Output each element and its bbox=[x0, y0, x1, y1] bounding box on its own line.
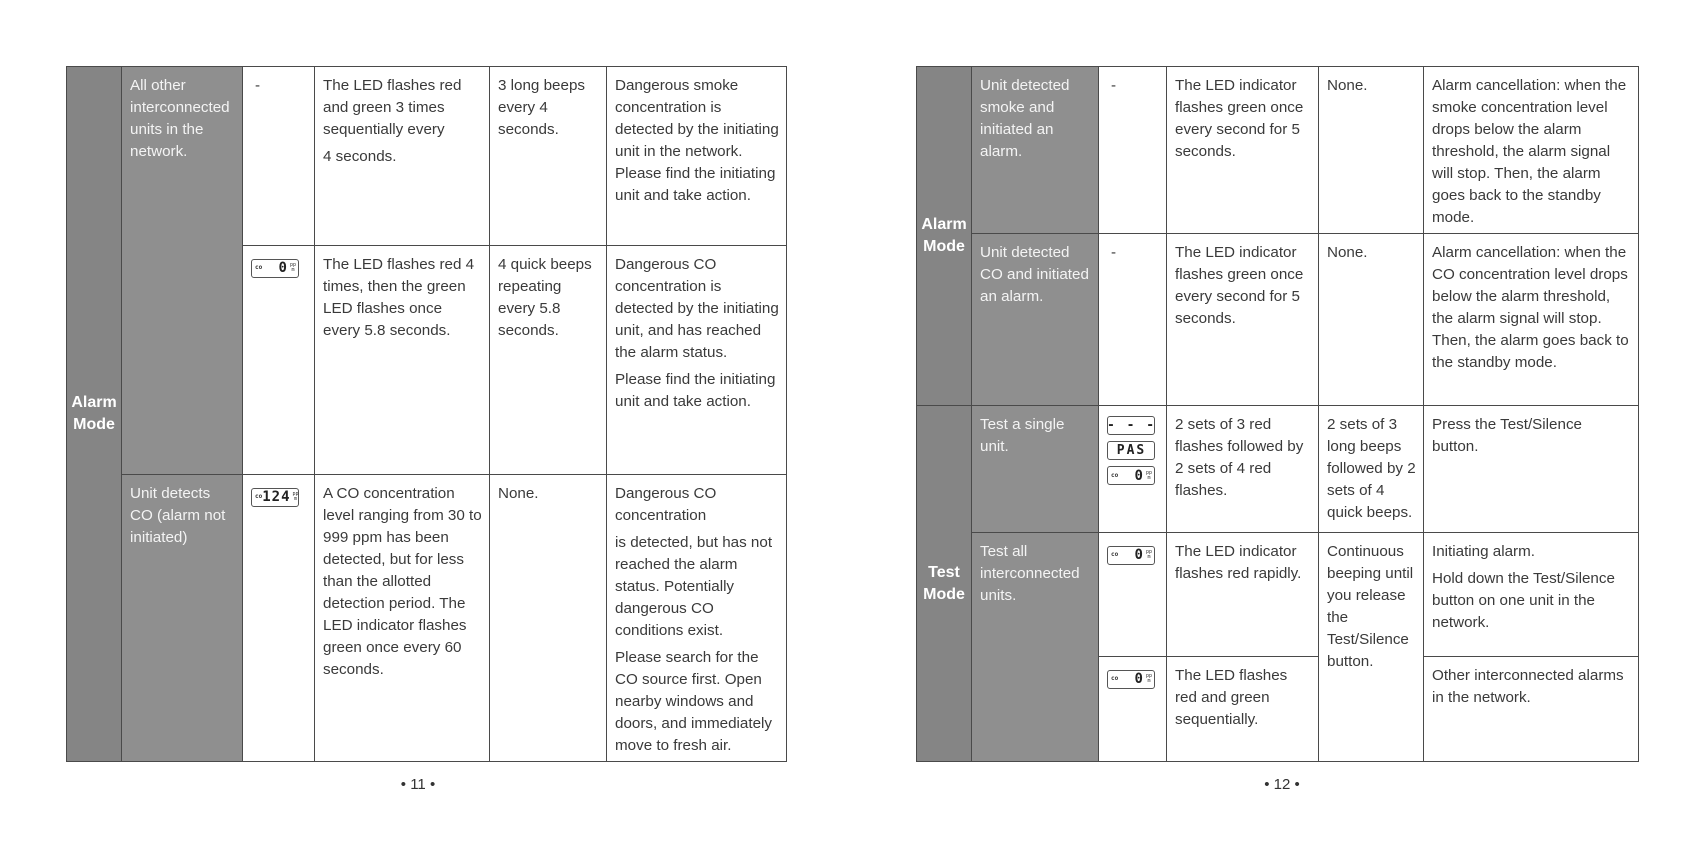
display-cell bbox=[1099, 67, 1167, 234]
led-cell: The LED indicator flashes green once every second for 5 seconds. bbox=[1167, 67, 1319, 234]
display-dash: - bbox=[1111, 77, 1117, 94]
led-cell: The LED flashes red 4 times, then the green LED flashes once every 5.8 seconds. bbox=[315, 246, 490, 475]
display-cell bbox=[1099, 657, 1167, 762]
table-row bbox=[917, 67, 1639, 234]
condition-cell: Test all interconnected units. bbox=[972, 533, 1099, 762]
ppm-unit: pp m bbox=[1145, 469, 1152, 481]
condition-cell: Unit detects CO (alarm not initiated) bbox=[122, 475, 243, 762]
condition-cell: Unit detected CO and initiated an alarm. bbox=[972, 234, 1099, 406]
ppm-unit: pp m bbox=[1145, 673, 1152, 684]
led-cell: A CO concentration level ranging from 30 to 999 ppm has been detected, but for less than the allotted detection period. The LED indicator flashes green once every 60 seconds. bbox=[315, 475, 490, 762]
lcd-display bbox=[1107, 670, 1155, 689]
lcd-value: 124 bbox=[262, 489, 291, 505]
lcd-value: 0 bbox=[1134, 671, 1144, 687]
table-row bbox=[917, 533, 1639, 657]
display-cell bbox=[1099, 234, 1167, 406]
sound-cell: Continuous beeping until you release the Test/Silence button. bbox=[1319, 533, 1424, 762]
sound-cell: 4 quick beeps repeating every 5.8 seconds. bbox=[490, 246, 607, 475]
notes-cell: Other interconnected alarms in the network. bbox=[1424, 657, 1639, 762]
condition-cell: Test a single unit. bbox=[972, 406, 1099, 533]
notes-cell: Dangerous smoke concentration is detected by the initiating unit in the network. Please find the initiating unit and take action. bbox=[607, 67, 787, 246]
sound-cell: None. bbox=[1319, 234, 1424, 406]
display-cell bbox=[243, 246, 315, 475]
lcd-value: 0 bbox=[278, 260, 288, 276]
display-cell bbox=[1099, 533, 1167, 657]
page-number: • 12 • bbox=[1264, 776, 1300, 793]
display-dash: - bbox=[255, 77, 261, 94]
sound-cell: 3 long beeps every 4 seconds. bbox=[490, 67, 607, 246]
lcd-display bbox=[1107, 416, 1155, 435]
notes-cell: Dangerous CO concentration is detected, but has not reached the alarm status. Potentially dangerous CO conditions exist. Please search for the CO source first. Open nearby windows and doors, and immediately move to fresh air. bbox=[607, 475, 787, 762]
lcd-value: 0 bbox=[1134, 467, 1144, 484]
ppm-unit: pp m bbox=[292, 491, 299, 502]
sound-cell: 2 sets of 3 long beeps followed by 2 sets of 4 quick beeps. bbox=[1319, 406, 1424, 533]
page-number: • 11 • bbox=[400, 776, 436, 793]
led-cell: 2 sets of 3 red flashes followed by 2 sets of 4 red flashes. bbox=[1167, 406, 1319, 533]
ppm-unit: pp m bbox=[1145, 549, 1152, 560]
led-cell: The LED indicator flashes green once every second for 5 seconds. bbox=[1167, 234, 1319, 406]
table-row bbox=[917, 406, 1639, 533]
condition-cell: All other interconnected units in the network. bbox=[122, 67, 243, 475]
notes-cell: Initiating alarm. Hold down the Test/Silence button on one unit in the network. bbox=[1424, 533, 1639, 657]
left-page-table-container bbox=[66, 66, 786, 762]
alarm-mode-label: Alarm Mode bbox=[917, 67, 972, 406]
lcd-display bbox=[1107, 546, 1155, 565]
table-row bbox=[67, 67, 787, 246]
table-row bbox=[917, 234, 1639, 406]
sound-cell: None. bbox=[490, 475, 607, 762]
co-label: co bbox=[1111, 551, 1119, 558]
lcd-display bbox=[251, 259, 299, 278]
lcd-value: PAS bbox=[1116, 442, 1147, 458]
lcd-value: 0 bbox=[1134, 547, 1144, 563]
led-cell: The LED flashes red and green sequentially. bbox=[1167, 657, 1319, 762]
co-label: co bbox=[1111, 471, 1119, 479]
condition-cell: Unit detected smoke and initiated an alarm. bbox=[972, 67, 1099, 234]
left-mode-table bbox=[66, 66, 787, 762]
lcd-display bbox=[1107, 441, 1155, 460]
lcd-display bbox=[251, 488, 299, 507]
ppm-unit: pp m bbox=[289, 262, 296, 273]
co-label: co bbox=[255, 493, 263, 500]
test-mode-label: Test Mode bbox=[917, 406, 972, 762]
lcd-value: - - - bbox=[1106, 417, 1157, 433]
notes-cell: Dangerous CO concentration is detected by the initiating unit, and has reached the alarm status. Please find the initiating unit and take action. bbox=[607, 246, 787, 475]
right-mode-table bbox=[916, 66, 1639, 762]
notes-cell: Press the Test/Silence button. bbox=[1424, 406, 1639, 533]
display-cell bbox=[1099, 406, 1167, 533]
lcd-sequence bbox=[1107, 414, 1159, 485]
led-cell: The LED indicator flashes red rapidly. bbox=[1167, 533, 1319, 657]
co-label: co bbox=[1111, 675, 1119, 682]
led-cell: The LED flashes red and green 3 times sequentially every 4 seconds. bbox=[315, 67, 490, 246]
notes-cell: Alarm cancellation: when the smoke concentration level drops below the alarm threshold, the alarm signal will stop. Then, the alarm goes back to the standby mode. bbox=[1424, 67, 1639, 234]
alarm-mode-label: Alarm Mode bbox=[67, 67, 122, 762]
display-cell bbox=[243, 475, 315, 762]
notes-cell: Alarm cancellation: when the CO concentration level drops below the alarm threshold, the alarm signal will stop. Then, the alarm goes back to the standby mode. bbox=[1424, 234, 1639, 406]
sound-cell: None. bbox=[1319, 67, 1424, 234]
display-cell bbox=[243, 67, 315, 246]
display-dash: - bbox=[1111, 244, 1117, 261]
table-row bbox=[67, 475, 787, 762]
lcd-display bbox=[1107, 466, 1155, 485]
right-page-table-container bbox=[916, 66, 1638, 762]
co-label: co bbox=[255, 264, 263, 271]
